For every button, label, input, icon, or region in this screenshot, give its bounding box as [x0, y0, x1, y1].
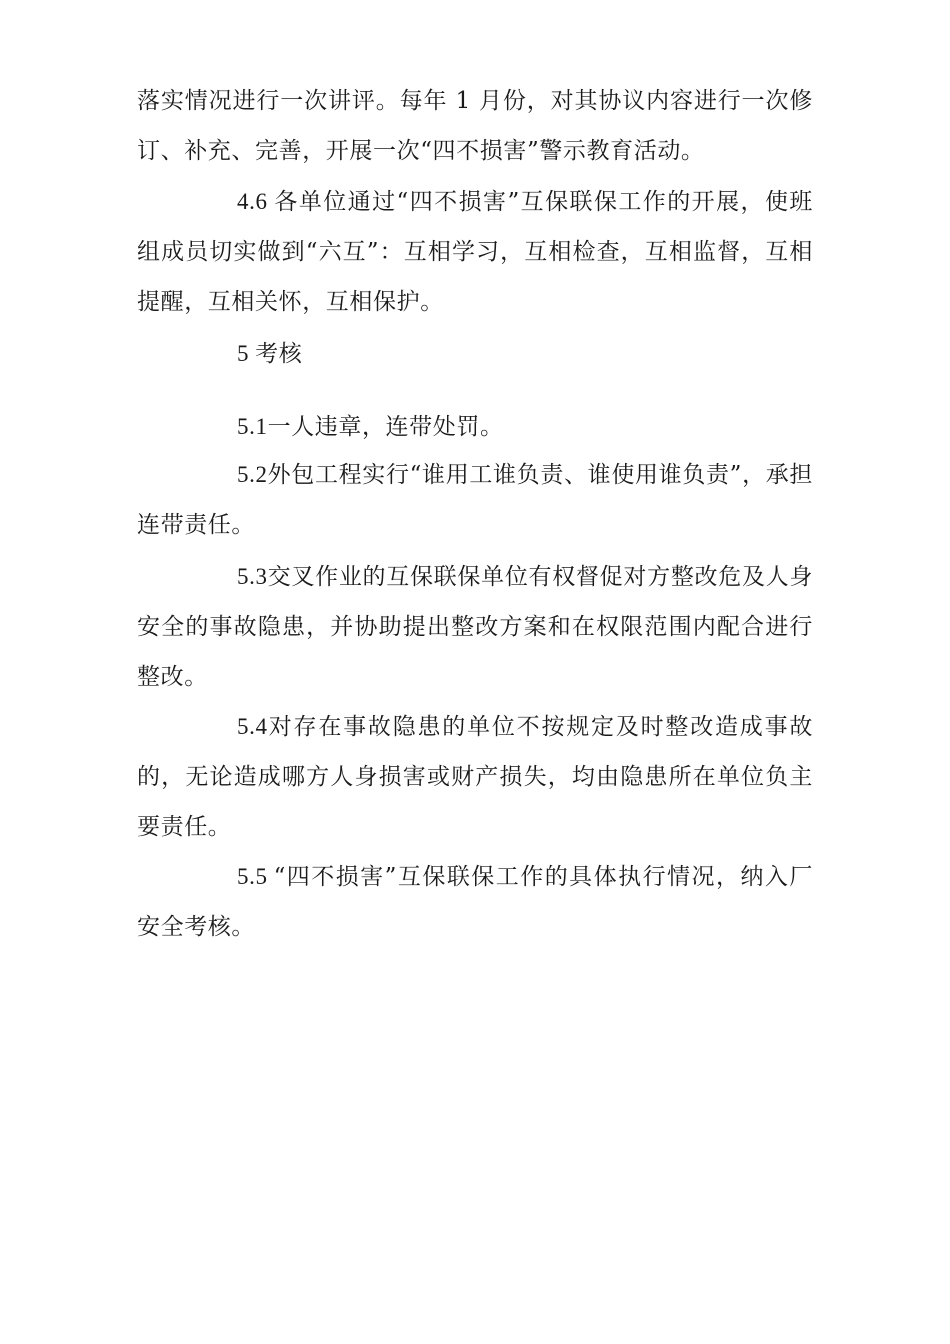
paragraph-text: 对存在事故隐患的单位不按规定及时整改造成事故的，无论造成哪方人身损害或财产损失，均由隐患所在单位负主要责任。	[137, 714, 813, 840]
paragraph-text: 一人违章，连带处罚。	[267, 414, 504, 440]
clause-number: 4.6	[237, 189, 268, 214]
paragraph-5-5	[137, 852, 813, 952]
paragraph-5-1	[137, 402, 813, 452]
paragraph-text: 外包工程实行“谁用工谁负责、谁使用谁负责”，承担连带责任。	[137, 462, 813, 538]
paragraph-text: 交叉作业的互保联保单位有权督促对方整改危及人身安全的事故隐患，并协助提出整改方案和在权限范围内配合进行整改。	[137, 564, 813, 690]
paragraph-text: 各单位通过“四不损害”互保联保工作的开展，使班组成员切实做到“六互”：互相学习，互相检查，互相监督，互相提醒，互相关怀，互相保护。	[137, 189, 813, 315]
clause-number: 5.5	[237, 864, 268, 889]
paragraph-continuation	[137, 76, 813, 176]
paragraph-4-6	[137, 177, 813, 327]
paragraph-text: “四不损害”互保联保工作的具体执行情况，纳入厂安全考核。	[137, 864, 813, 940]
section-heading-5	[137, 329, 813, 379]
paragraph-5-3	[137, 552, 813, 702]
paragraph-text: 落实情况进行一次讲评。每年 1 月份，对其协议内容进行一次修订、补充、完善，开展一次“四不损害”警示教育活动。	[137, 88, 813, 164]
paragraph-5-4	[137, 702, 813, 852]
clause-number: 5.1	[237, 414, 268, 439]
section-number: 5	[237, 341, 250, 366]
section-title: 考核	[255, 341, 303, 367]
clause-number: 5.2	[237, 462, 268, 487]
clause-number: 5.3	[237, 564, 268, 589]
clause-number: 5.4	[237, 714, 268, 739]
paragraph-5-2	[137, 450, 813, 550]
